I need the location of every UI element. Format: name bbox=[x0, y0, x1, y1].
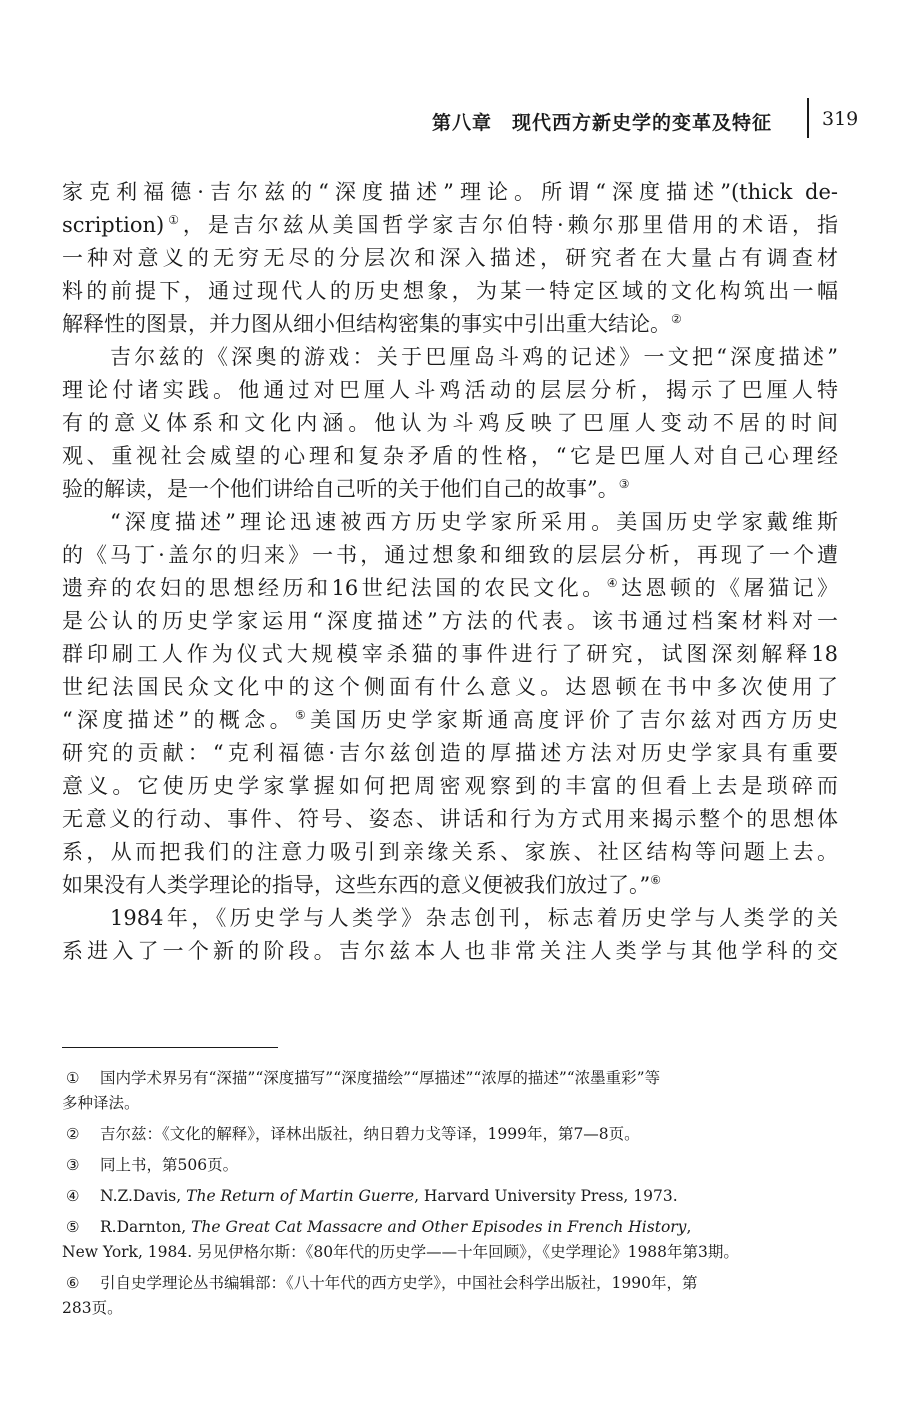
footnote-book-title: The Return of Martin Guerre bbox=[186, 1187, 415, 1205]
body-line bbox=[62, 374, 838, 407]
footnote-text: N.Z.Davis, bbox=[100, 1187, 187, 1205]
body-line bbox=[62, 341, 838, 374]
body-line bbox=[62, 605, 838, 638]
footnote-line bbox=[62, 1184, 838, 1209]
body-line bbox=[62, 407, 838, 440]
line-text: 研究的贡献：“克利福德·吉尔兹创造的厚描述方法对历史学家具有重要 bbox=[62, 741, 838, 765]
footnote bbox=[62, 1271, 838, 1321]
body-text bbox=[62, 176, 838, 968]
line-text: 系，从而把我们的注意力吸引到亲缘关系、家族、社区结构等问题上去。 bbox=[62, 840, 838, 864]
line-text: 吉尔兹的《深奥的游戏：关于巴厘岛斗鸡的记述》一文把“深度描述” bbox=[110, 345, 838, 369]
body-line bbox=[62, 242, 838, 275]
chapter-title: 第八章 现代西方新史学的变革及特征 bbox=[431, 112, 772, 134]
footnote-line bbox=[62, 1271, 838, 1296]
line-text: 的《马丁·盖尔的归来》一书，通过想象和细致的层层分析，再现了一个遭 bbox=[62, 543, 838, 567]
body-line bbox=[62, 308, 838, 341]
line-text: 如果没有人类学理论的指导，这些东西的意义便被我们放过了。” bbox=[62, 873, 651, 897]
line-text: 群印刷工人作为仪式大规模宰杀猫的事件进行了研究，试图深刻解释18 bbox=[62, 642, 838, 666]
line-text: 达恩顿的《屠猫记》 bbox=[621, 576, 838, 600]
body-line bbox=[62, 836, 838, 869]
body-line bbox=[62, 803, 838, 836]
line-text: 1984年，《历史学与人类学》杂志创刊，标志着历史学与人类学的关 bbox=[110, 906, 838, 930]
body-line bbox=[62, 176, 838, 209]
line-text: “深度描述”的概念。 bbox=[62, 708, 295, 732]
footnote-number: ① bbox=[66, 1069, 80, 1087]
body-line bbox=[62, 737, 838, 770]
line-text: ，是吉尔兹从美国哲学家吉尔伯特·赖尔那里借用的术语，指 bbox=[182, 213, 838, 237]
body-line bbox=[62, 473, 838, 506]
line-text: 美国历史学家斯通高度评价了吉尔兹对西方历史 bbox=[310, 708, 838, 732]
footnote-text: 同上书，第506页。 bbox=[100, 1156, 239, 1174]
footnote-ref: ① bbox=[164, 213, 183, 227]
footnote-divider bbox=[62, 1047, 278, 1048]
line-text: 解释性的图景，并力图从细小但结构密集的事实中引出重大结论。 bbox=[62, 312, 671, 336]
footnotes bbox=[62, 1066, 838, 1327]
body-line bbox=[62, 770, 838, 803]
body-line bbox=[62, 440, 838, 473]
line-text: 料的前提下，通过现代人的历史想象，为某一特定区域的文化构筑出一幅 bbox=[62, 279, 838, 303]
line-text: “深度描述”理论迅速被西方历史学家所采用。美国历史学家戴维斯 bbox=[110, 510, 838, 534]
footnote-number: ③ bbox=[66, 1156, 80, 1174]
footnote-number: ⑥ bbox=[66, 1274, 80, 1292]
footnote-text: , Harvard University Press, 1973. bbox=[414, 1187, 678, 1205]
running-header bbox=[0, 104, 900, 140]
line-text: 是公认的历史学家运用“深度描述”方法的代表。该书通过档案材料对一 bbox=[62, 609, 838, 633]
body-line bbox=[62, 638, 838, 671]
footnote bbox=[62, 1066, 838, 1116]
body-line bbox=[62, 935, 838, 968]
footnote-line: 多种译法。 bbox=[62, 1094, 140, 1112]
footnote-ref: ⑥ bbox=[650, 873, 661, 887]
footnote bbox=[62, 1215, 838, 1265]
footnote-ref: ② bbox=[671, 312, 682, 326]
footnote-number: ⑤ bbox=[66, 1218, 80, 1236]
page-number: 319 bbox=[822, 108, 859, 130]
body-line bbox=[62, 506, 838, 539]
footnote-number: ④ bbox=[66, 1187, 80, 1205]
footnote-line: New York, 1984. 另见伊格尔斯：《80年代的历史学——十年回顾》，《史学理论》1988年第3期。 bbox=[62, 1243, 739, 1261]
footnote-line bbox=[62, 1066, 838, 1091]
body-line bbox=[62, 902, 838, 935]
body-line bbox=[62, 539, 838, 572]
footnote-text: , bbox=[686, 1218, 692, 1236]
footnote-line bbox=[62, 1215, 838, 1240]
footnote-text: 引自史学理论丛书编辑部：《八十年代的西方史学》，中国社会科学出版社，1990年，第 bbox=[100, 1274, 698, 1292]
line-text: 遗弃的农妇的思想经历和16世纪法国的农民文化。 bbox=[62, 576, 607, 600]
footnote-book-title: The Great Cat Massacre and Other Episodes in French History bbox=[191, 1218, 687, 1236]
line-text: 无意义的行动、事件、符号、姿态、讲话和行为方式用来揭示整个的思想体 bbox=[62, 807, 838, 831]
body-line bbox=[62, 275, 838, 308]
line-text: 意义。它使历史学家掌握如何把周密观察到的丰富的但看上去是琐碎而 bbox=[62, 774, 838, 798]
line-text: 观、重视社会威望的心理和复杂矛盾的性格，“它是巴厘人对自己心理经 bbox=[62, 444, 838, 468]
line-text: 一种对意义的无穷无尽的分层次和深入描述，研究者在大量占有调查材 bbox=[62, 246, 838, 270]
line-text: 世纪法国民众文化中的这个侧面有什么意义。达恩顿在书中多次使用了 bbox=[62, 675, 838, 699]
body-line bbox=[62, 704, 838, 737]
line-text: 有的意义体系和文化内涵。他认为斗鸡反映了巴厘人变动不居的时间 bbox=[62, 411, 838, 435]
footnote-number: ② bbox=[66, 1125, 80, 1143]
body-line bbox=[62, 572, 838, 605]
line-text: 验的解读，是一个他们讲给自己听的关于他们自己的故事”。 bbox=[62, 477, 619, 501]
footnote-text: R.Darnton, bbox=[100, 1218, 192, 1236]
footnote bbox=[62, 1122, 838, 1147]
line-text: scription) bbox=[62, 213, 165, 237]
footnote-text: 国内学术界另有“深描”“深度描写”“深度描绘”“厚描述”“浓厚的描述”“浓墨重彩”等 bbox=[100, 1069, 661, 1087]
line-text: 理论付诸实践。他通过对巴厘人斗鸡活动的层层分析，揭示了巴厘人特 bbox=[62, 378, 838, 402]
footnote-line: 283页。 bbox=[62, 1299, 123, 1317]
line-text: 家克利福德·吉尔兹的“深度描述”理论。所谓“深度描述”(thick de- bbox=[62, 180, 838, 204]
footnote bbox=[62, 1184, 838, 1209]
header-divider bbox=[807, 98, 809, 138]
footnote-text: 吉尔兹：《文化的解释》，译林出版社，纳日碧力戈等译，1999年，第7—8页。 bbox=[100, 1125, 640, 1143]
footnote bbox=[62, 1153, 838, 1178]
line-text: 系进入了一个新的阶段。吉尔兹本人也非常关注人类学与其他学科的交 bbox=[62, 939, 838, 963]
footnote-line bbox=[62, 1153, 838, 1178]
footnote-ref: ⑤ bbox=[294, 708, 311, 722]
footnote-line bbox=[62, 1122, 838, 1147]
body-line bbox=[62, 671, 838, 704]
body-line bbox=[62, 209, 838, 242]
footnote-ref: ④ bbox=[606, 576, 621, 590]
footnote-ref: ③ bbox=[618, 477, 630, 491]
body-line bbox=[62, 869, 838, 902]
